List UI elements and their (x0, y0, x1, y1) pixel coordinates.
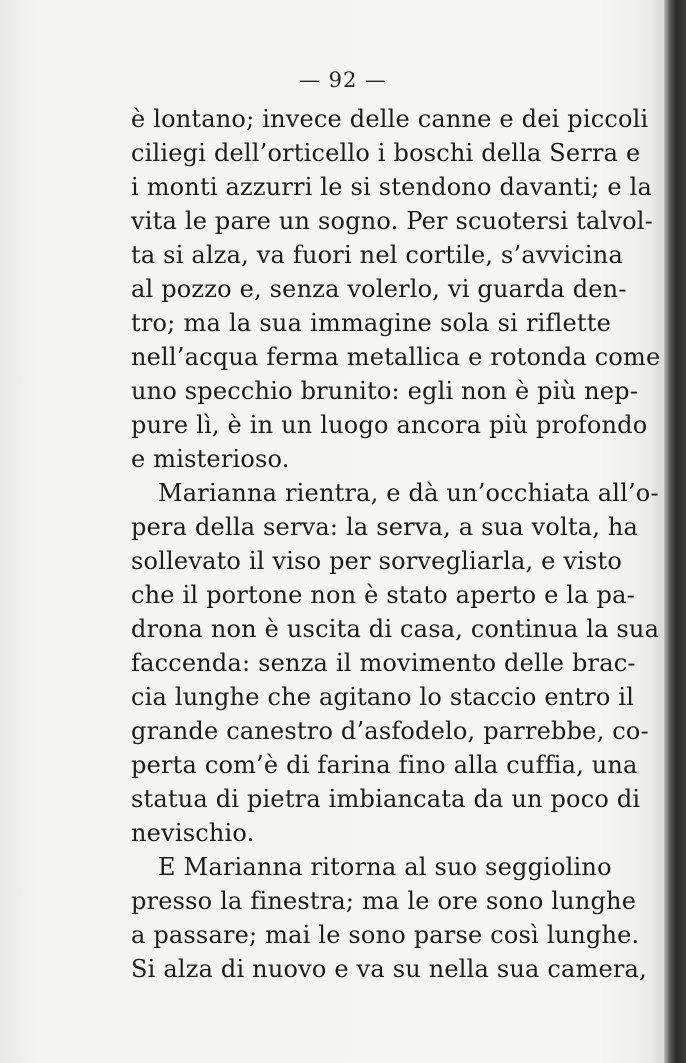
text-line: Marianna rientra, e dà un’occhiata all’o- (158, 479, 659, 507)
text-line: statua di pietra imbiancata da un poco di (131, 785, 641, 813)
text-line: ta si alza, va fuori nel cortile, s’avvicina (131, 241, 623, 269)
text-line: ciliegi dell’orticello i boschi della Serra e (131, 139, 641, 167)
text-line: nevischio. (131, 819, 255, 847)
text-line: Si alza di nuovo e va su nella sua camera, (131, 955, 647, 983)
text-line: sollevato il viso per sorvegliarla, e visto (131, 547, 623, 575)
text-line: vita le pare un sogno. Per scuotersi talvol- (131, 207, 653, 235)
text-line: tro; ma la sua immagine sola si riflette (131, 309, 611, 337)
text-line: pera della serva: la serva, a sua volta, ha (131, 513, 639, 541)
text-line: al pozzo e, senza volerlo, vi guarda den- (131, 275, 627, 303)
text-line: a passare; mai le sono parse così lunghe. (131, 921, 640, 949)
text-line: drona non è uscita di casa, continua la sua (131, 615, 660, 643)
text-line: è lontano; invece delle canne e dei piccoli (131, 105, 649, 133)
text-line: e misterioso. (131, 445, 290, 473)
page-number: — 92 — (298, 68, 388, 92)
text-line: grande canestro d’asfodelo, parrebbe, co- (131, 717, 649, 745)
text-line: nell’acqua ferma metallica e rotonda come (131, 343, 661, 371)
book-spine-shadow (664, 0, 686, 1063)
text-line: uno specchio brunito: egli non è più nep- (131, 377, 639, 405)
text-line: presso la finestra; ma le ore sono lunghe (131, 887, 637, 915)
text-line: faccenda: senza il movimento delle brac- (131, 649, 636, 677)
text-line: cia lunghe che agitano lo staccio entro il (131, 683, 635, 711)
text-line: E Marianna ritorna al suo seggiolino (158, 853, 612, 881)
text-line: che il portone non è stato aperto e la pa- (131, 581, 635, 609)
text-line: pure lì, è in un luogo ancora più profondo (131, 411, 648, 439)
text-line: i monti azzurri le si stendono davanti; e la (131, 173, 652, 201)
body-text (131, 102, 661, 986)
text-line: perta com’è di farina fino alla cuffia, una (131, 751, 638, 779)
